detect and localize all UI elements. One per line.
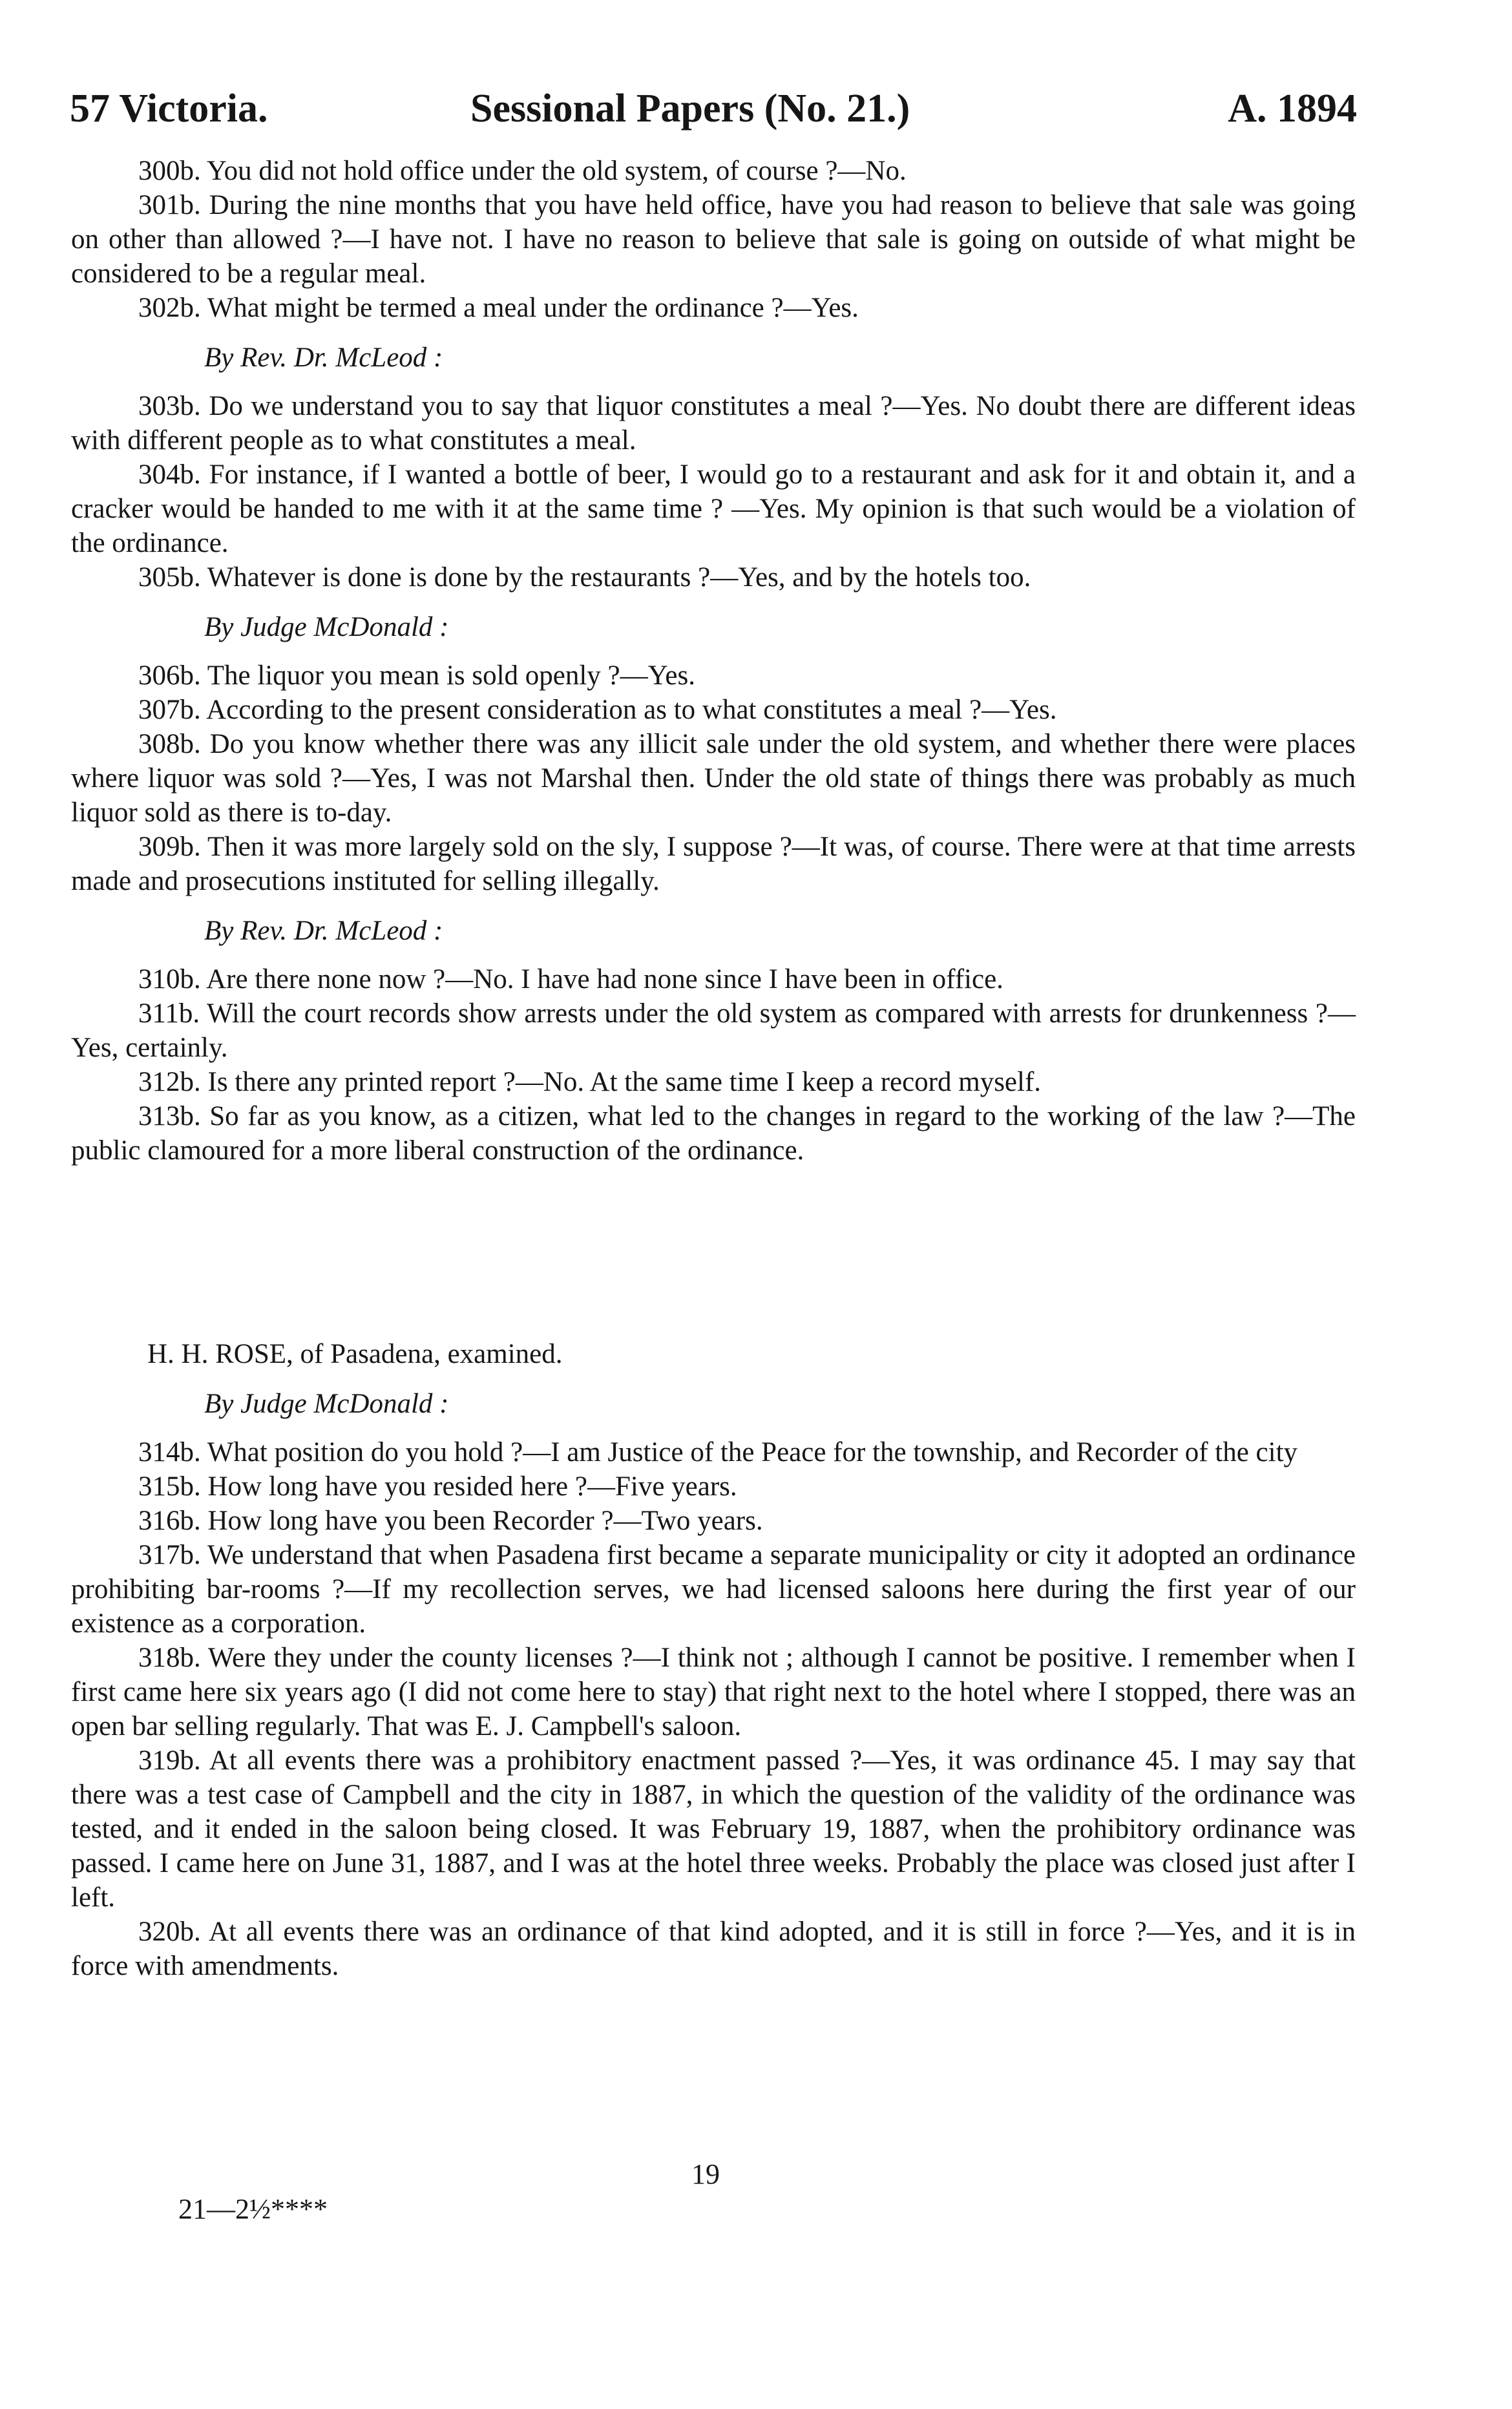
question-320b: 320b. At all events there was an ordinance of that kind adopted, and it is still in force ?—Yes, and it is in force with amendments. — [71, 1917, 1356, 1981]
examiner-byline: By Judge McDonald : — [204, 1389, 449, 1419]
question-306b: 306b. The liquor you mean is sold openly ?—Yes. — [138, 660, 695, 691]
question-313b: 313b. So far as you know, as a citizen, what led to the changes in regard to the working of the law ?—The public clamoured for a more liberal construction of the ordinance. — [71, 1101, 1356, 1166]
section-gap — [71, 1168, 1356, 1337]
question-307b: 307b. According to the present consideration as to what constitutes a meal ?—Yes. — [138, 695, 1057, 725]
question-303b: 303b. Do we understand you to say that liquor constitutes a meal ?—Yes. No doubt there are different ideas with different people as to what constitutes a meal. — [71, 391, 1356, 456]
question-311b: 311b. Will the court records show arrests under the old system as compared with arrests for drunkenness ?—Yes, certainly. — [71, 998, 1356, 1063]
page-body — [71, 154, 1356, 1983]
page-number: 19 — [691, 2158, 720, 2190]
question-301b: 301b. During the nine months that you have held office, have you had reason to believe that sale was going on other than allowed ?—I have not. I have no reason to believe that sale is going on outside of what might be considered to be a regular meal. — [71, 190, 1356, 289]
page-header — [70, 83, 1357, 134]
question-315b: 315b. How long have you resided here ?—Five years. — [138, 1471, 737, 1502]
question-305b: 305b. Whatever is done is done by the restaurants ?—Yes, and by the hotels too. — [138, 562, 1031, 593]
header-title: Sessional Papers (No. 21.) — [470, 87, 910, 131]
header-volume: 57 Victoria. — [70, 87, 268, 131]
printer-signature: 21—2½**** — [178, 2193, 328, 2225]
question-312b: 312b. Is there any printed report ?—No. At the same time I keep a record myself. — [138, 1067, 1042, 1097]
question-309b: 309b. Then it was more largely sold on the sly, I suppose ?—It was, of course. There were at that time arrests made and prosecutions instituted for selling illegally. — [71, 832, 1356, 896]
examiner-byline: By Rev. Dr. McLeod : — [204, 342, 443, 373]
question-319b: 319b. At all events there was a prohibitory enactment passed ?—Yes, it was ordinance 45. I may say that there was a test case of Campbell and the city in 1887, in which the question of the validity of the ordinance was tested, and it ended in the saloon being closed. It was February 19, 1887, when the prohibitory ordinance was passed. I came here on June 31, 1887, and I was at the hotel three weeks. Probably the place was closed just after I left. — [71, 1745, 1356, 1913]
question-310b: 310b. Are there none now ?—No. I have had none since I have been in office. — [138, 964, 1003, 994]
question-300b: 300b. You did not hold office under the old system, of course ?—No. — [138, 156, 907, 186]
header-year: A. 1894 — [1228, 87, 1357, 131]
question-318b: 318b. Were they under the county licenses ?—I think not ; although I cannot be positive. I remember when I first came here six years ago (I did not come here to stay) that right next to the hotel where I stopped, there was an open bar selling regularly. That was E. J. Campbell's saloon. — [71, 1643, 1356, 1741]
question-316b: 316b. How long have you been Recorder ?—Two years. — [138, 1506, 763, 1536]
question-314b: 314b. What position do you hold ?—I am Justice of the Peace for the township, and Recorder of the city — [138, 1437, 1298, 1467]
question-308b: 308b. Do you know whether there was any illicit sale under the old system, and whether there were places where liquor was sold ?—Yes, I was not Marshal then. Under the old state of things there was probably as much liquor sold as there is to-day. — [71, 729, 1356, 828]
witness-heading: H. H. ROSE, of Pasadena, examined. — [147, 1339, 563, 1369]
question-317b: 317b. We understand that when Pasadena first became a separate municipality or city it adopted an ordinance prohibiting bar-rooms ?—If my recollection serves, we had licensed saloons here during the first year of our existence as a corporation. — [71, 1540, 1356, 1639]
question-302b: 302b. What might be termed a meal under the ordinance ?—Yes. — [138, 293, 859, 323]
examiner-byline: By Rev. Dr. McLeod : — [204, 916, 443, 946]
examiner-byline: By Judge McDonald : — [204, 612, 449, 642]
question-304b: 304b. For instance, if I wanted a bottle of beer, I would go to a restaurant and ask for it and obtain it, and a cracker would be handed to me with it at the same time ? —Yes. My opinion is that such would be a violation of the ordinance. — [71, 459, 1356, 558]
